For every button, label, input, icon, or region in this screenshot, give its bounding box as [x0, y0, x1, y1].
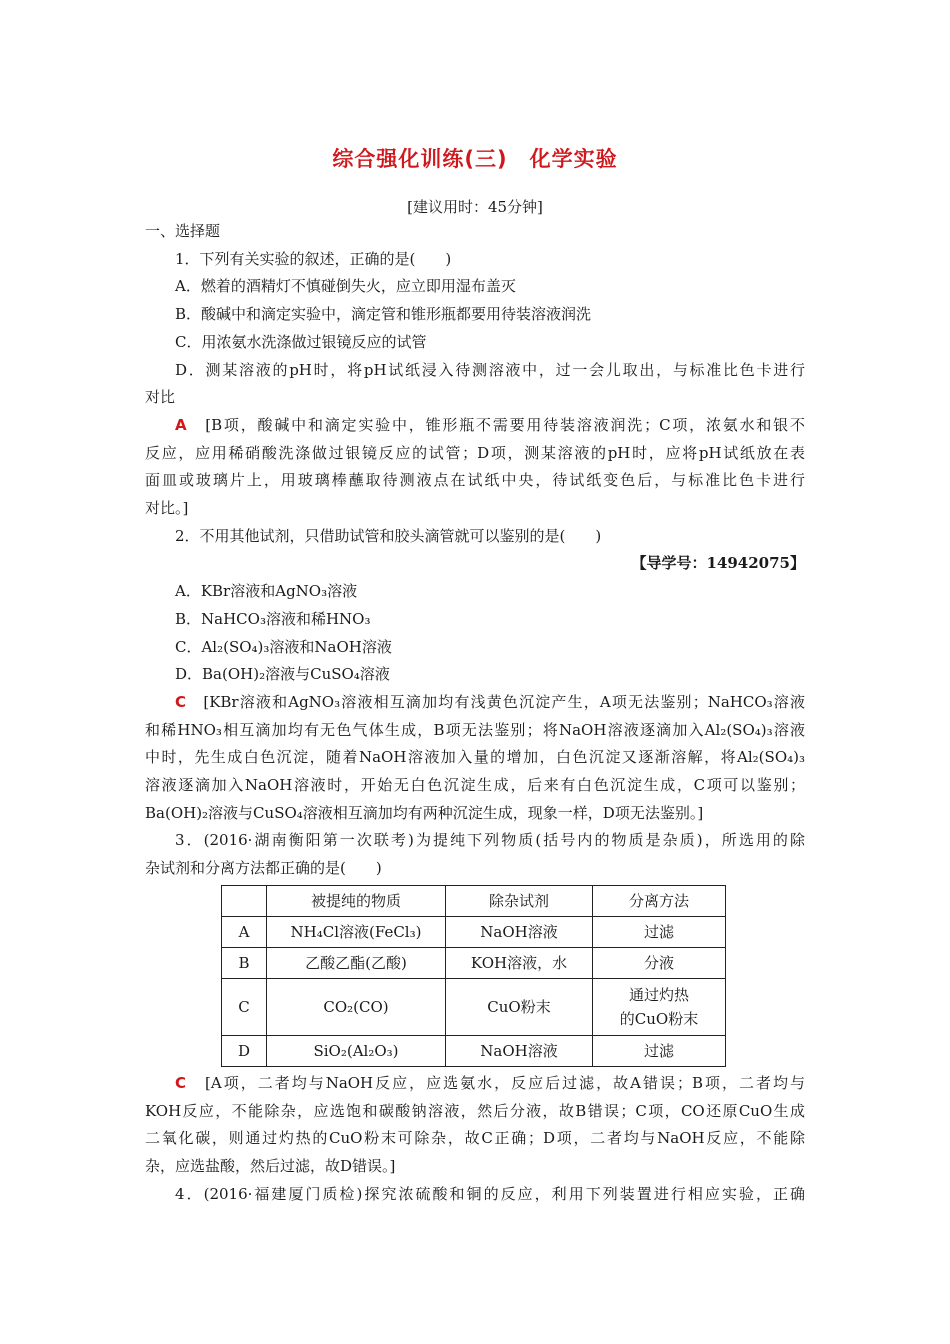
answer-letter: C — [175, 692, 187, 711]
question-1 — [145, 246, 805, 523]
table-cell: 过滤 — [593, 916, 726, 947]
table-cell: NH₄Cl溶液(FeCl₃) — [267, 916, 446, 947]
table-row — [222, 978, 726, 1035]
section-heading: 一、选择题 — [145, 222, 221, 240]
table-cell: 分离方法 — [593, 885, 726, 916]
explanation-line: 和稀HNO₃相互滴加均有无色气体生成，B项无法鉴别；将NaOH溶液逐滴加入Al₂(SO₄)₃溶液 — [145, 720, 805, 739]
table-cell: 过滤 — [593, 1035, 726, 1066]
table-cell: B — [222, 947, 267, 978]
option-d-cont: 对比 — [145, 388, 176, 407]
explanation-line: KOH反应，不能除杂，应选饱和碳酸钠溶液，然后分液，故B错误；C项，CO还原CuO生成 — [145, 1101, 805, 1120]
explanation-line: 溶液逐滴加入NaOH溶液时，开始无白色沉淀生成，后来有白色沉淀生成，C项可以鉴别； — [145, 776, 805, 795]
explanation-line: 二氧化碳，则通过灼热的CuO粉末可除杂，故C正确；D项，二者均与NaOH反应，不能除 — [145, 1129, 805, 1148]
purification-table — [221, 885, 726, 1067]
table-cell: NaOH溶液 — [446, 1035, 593, 1066]
table-cell: 乙酸乙酯(乙酸) — [267, 947, 446, 978]
table-row — [222, 1035, 726, 1066]
explanation-line: 反应，应用稀硝酸洗涤做过银镜反应的试管；D项，测某溶液的pH时，应将pH试纸放在表 — [145, 443, 805, 462]
table-row — [222, 947, 726, 978]
explanation-line — [145, 412, 805, 440]
explanation-line: 杂，应选盐酸，然后过滤，故D错误。] — [145, 1156, 396, 1175]
time-note: [建议用时：45分钟] — [407, 198, 543, 216]
option-a: A．KBr溶液和AgNO₃溶液 — [175, 582, 358, 601]
question-stem-cont: 杂试剂和分离方法都正确的是( ) — [145, 859, 382, 878]
option-c: C．用浓氨水洗涤做过银镜反应的试管 — [175, 332, 427, 351]
explanation-text: [A项，二者均与NaOH反应，应选氨水，反应后过滤，故A错误；B项，二者均与 — [205, 1073, 805, 1092]
table-cell — [593, 978, 726, 1035]
option-c: C．Al₂(SO₄)₃溶液和NaOH溶液 — [175, 637, 392, 656]
table-cell: D — [222, 1035, 267, 1066]
content — [145, 218, 805, 1208]
question-4 — [145, 1181, 805, 1209]
cell-line: 的CuO粉末 — [619, 1009, 699, 1028]
option-b: B．NaHCO₃溶液和稀HNO₃ — [175, 609, 371, 628]
question-stem: 3．(2016·湖南衡阳第一次联考)为提纯下列物质(括号内的物质是杂质)，所选用的除 — [175, 831, 805, 850]
answer-letter: C — [175, 1073, 187, 1092]
answer-letter: A — [175, 415, 187, 434]
question-2 — [145, 523, 805, 828]
explanation-line: 对比。] — [145, 499, 189, 518]
table-header-row — [222, 885, 726, 916]
question-stem: 1．下列有关实验的叙述，正确的是( ) — [175, 249, 452, 268]
option-d: D．测某溶液的pH时，将pH试纸浸入待测溶液中，过一会儿取出，与标准比色卡进行 — [175, 360, 805, 379]
table-row — [222, 916, 726, 947]
explanation-line: 中时，先生成白色沉淀，随着NaOH溶液加入量的增加，白色沉淀又逐渐溶解，将Al₂(SO₄)₃ — [145, 748, 805, 767]
cell-line: 通过灼热 — [628, 985, 689, 1004]
question-stem: 2．不用其他试剂，只借助试管和胶头滴管就可以鉴别的是( ) — [175, 526, 602, 545]
table-cell: KOH溶液，水 — [446, 947, 593, 978]
explanation-line: Ba(OH)₂溶液与CuSO₄溶液相互滴加均有两种沉淀生成，现象一样，D项无法鉴别。] — [145, 803, 704, 822]
table-cell — [222, 885, 267, 916]
table-cell: 被提纯的物质 — [267, 885, 446, 916]
question-stem: 4．(2016·福建厦门质检)探究浓硫酸和铜的反应，利用下列装置进行相应实验，正确 — [175, 1184, 805, 1203]
explanation-line — [145, 689, 805, 717]
table-cell: 分液 — [593, 947, 726, 978]
table-cell: C — [222, 978, 267, 1035]
table-cell: A — [222, 916, 267, 947]
option-b: B．酸碱中和滴定实验中，滴定管和锥形瓶都要用待装溶液润洗 — [175, 305, 592, 324]
table-cell: NaOH溶液 — [446, 916, 593, 947]
explanation-text: [B项，酸碱中和滴定实验中，锥形瓶不需要用待装溶液润洗；C项，浓氨水和银不 — [205, 415, 805, 434]
reference-number: 【导学号：14942075】 — [631, 554, 805, 573]
table-cell: 除杂试剂 — [446, 885, 593, 916]
table-cell: SiO₂(Al₂O₃) — [267, 1035, 446, 1066]
explanation-text: [KBr溶液和AgNO₃溶液相互滴加均有浅黄色沉淀产生，A项无法鉴别；NaHCO₃溶液 — [203, 692, 805, 711]
table-cell: CO₂(CO) — [267, 978, 446, 1035]
question-3 — [145, 827, 805, 1180]
option-d: D．Ba(OH)₂溶液与CuSO₄溶液 — [175, 665, 390, 684]
table-cell: CuO粉末 — [446, 978, 593, 1035]
explanation-line: 面皿或玻璃片上，用玻璃棒蘸取待测液点在试纸中央，待试纸变色后，与标准比色卡进行 — [145, 471, 805, 490]
explanation-line — [145, 1070, 805, 1098]
page-title: 综合强化训练(三) 化学实验 — [332, 147, 618, 171]
option-a: A．燃着的酒精灯不慎碰倒失火，应立即用湿布盖灭 — [175, 277, 516, 296]
